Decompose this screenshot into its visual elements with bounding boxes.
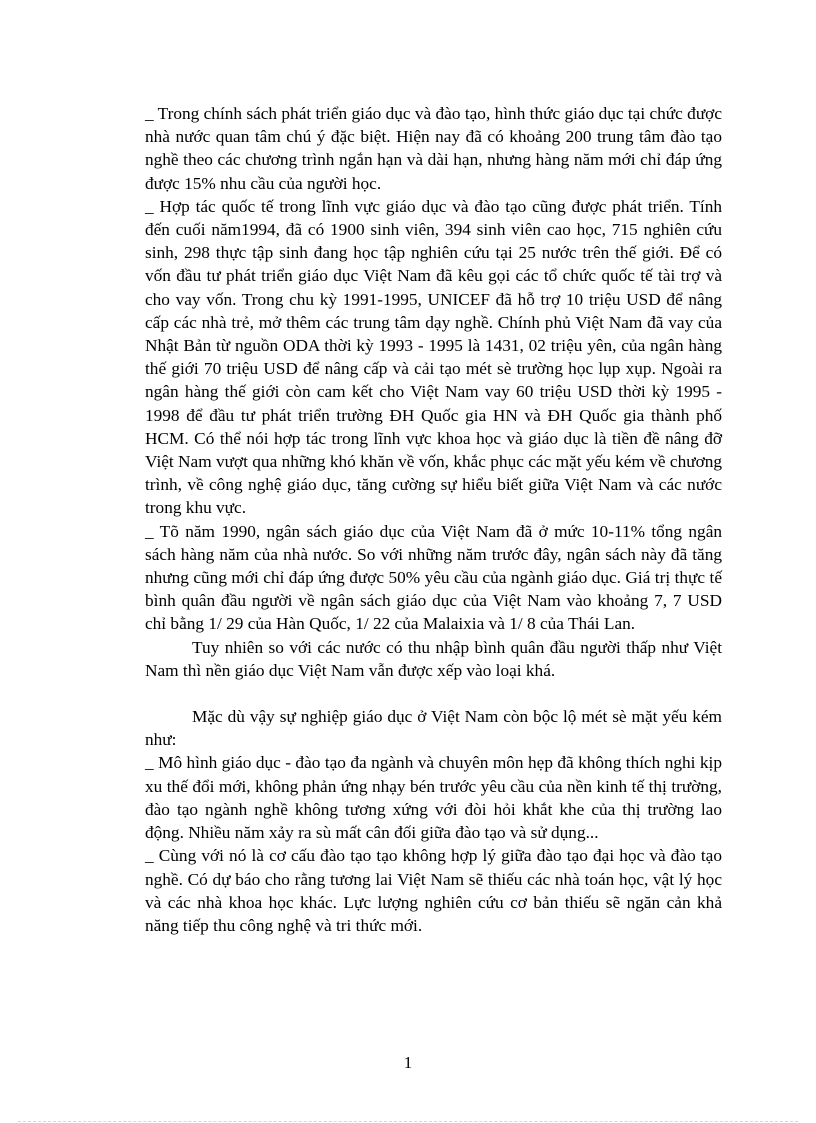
page-number: 1	[403, 1053, 413, 1072]
paragraph-weaknesses-intro: Mặc dù vậy sự nghiệp giáo dục ở Việt Nam còn bộc lộ mét sè mặt yếu kém như:	[145, 707, 722, 750]
page-bottom-divider	[18, 1121, 798, 1122]
paragraph-education-budget: _ Tõ năm 1990, ngân sách giáo dục của Việt Nam đã ở mức 10-11% tổng ngân sách hàng năm của nhà nước. So với những năm trước đây, ngân sách này đã tăng nhưng cũng mới chỉ đáp ứng được 50% yêu cầu của ngành giáo dục. Giá trị thực tế bình quân đầu người về ngân sách giáo dục của Việt Nam vào khoảng 7, 7 USD chỉ bằng 1/ 29 của Hàn Quốc, 1/ 22 của Malaixia và 1/ 8 của Thái Lan.	[145, 521, 722, 634]
paragraph-training-structure: _ Cùng với nó là cơ cấu đào tạo tạo không hợp lý giữa đào tạo đại học và đào tạo nghề. Có dự báo cho rằng tương lai Việt Nam sẽ thiếu các nhà toán học, vật lý học và các nhà khoa học khác. Lực lượng nghiên cứu cơ bản thiếu sẽ ngăn cản khả năng tiếp thu công nghệ và tri thức mới.	[145, 846, 722, 935]
paragraph-continuing-education: _ Trong chính sách phát triển giáo dục và đào tạo, hình thức giáo dục tại chức được nhà nước quan tâm chú ý đặc biệt. Hiện nay đã có khoảng 200 trung tâm đào tạo nghề theo các chương trình ngắn hạn và dài hạn, nhưng hàng năm mới chỉ đáp ứng được 15% nhu cầu của người học.	[145, 104, 722, 193]
document-body	[145, 102, 722, 937]
paragraph-however: Tuy nhiên so với các nước có thu nhập bình quân đầu người thấp như Việt Nam thì nền giáo dục Việt Nam vẫn được xếp vào loại khá.	[145, 637, 722, 680]
paragraph-education-model: _ Mô hình giáo dục - đào tạo đa ngành và chuyên môn hẹp đã không thích nghi kịp xu thế đổi mới, không phản ứng nhạy bén trước yêu cầu của nền kinh tế thị trường, đào tạo ngành nghề không tương xứng với đòi hỏi khắt khe của thị trường lao động. Nhiều năm xảy ra sù mất cân đối giữa đào tạo và sử dụng...	[145, 753, 722, 843]
paragraph-international-cooperation: _ Hợp tác quốc tế trong lĩnh vực giáo dục và đào tạo cũng được phát triển. Tính đến cuối năm1994, đã có 1900 sinh viên, 394 sinh viên cao học, 715 nghiên cứu sinh, 298 thực tập sinh đang học tập nghiên cứu tại 25 nước trên thế giới. Để có vốn đầu tư phát triển giáo dục Việt Nam đã kêu gọi các tổ chức quốc tế tài trợ và cho vay vốn. Trong chu kỳ 1991-1995, UNICEF đã hỗ trợ 10 triệu USD để nâng cấp các nhà trẻ, mở thêm các trung tâm dạy nghề. Chính phủ Việt Nam đã vay của Nhật Bản từ nguồn ODA thời kỳ 1993 - 1995 là 1431, 02 triệu yên, của ngân hàng thế giới 70 triệu USD để nâng cấp và cải tạo mét sè trường học lụp xụp. Ngoài ra ngân hàng thế giới còn cam kết cho Việt Nam vay 60 triệu USD thời kỳ 1995 - 1998 để đầu tư phát triển trường ĐH Quốc gia HN và ĐH Quốc gia thành phố HCM. Có thể nói hợp tác trong lĩnh vực khoa học và giáo dục là tiền đề nâng đỡ Việt Nam vượt qua những khó khăn về vốn, khắc phục các mặt yếu kém về chương trình, về công nghệ giáo dục, tăng cường sự hiểu biết giữa Việt Nam và các nước trong khu vực.	[145, 196, 722, 518]
